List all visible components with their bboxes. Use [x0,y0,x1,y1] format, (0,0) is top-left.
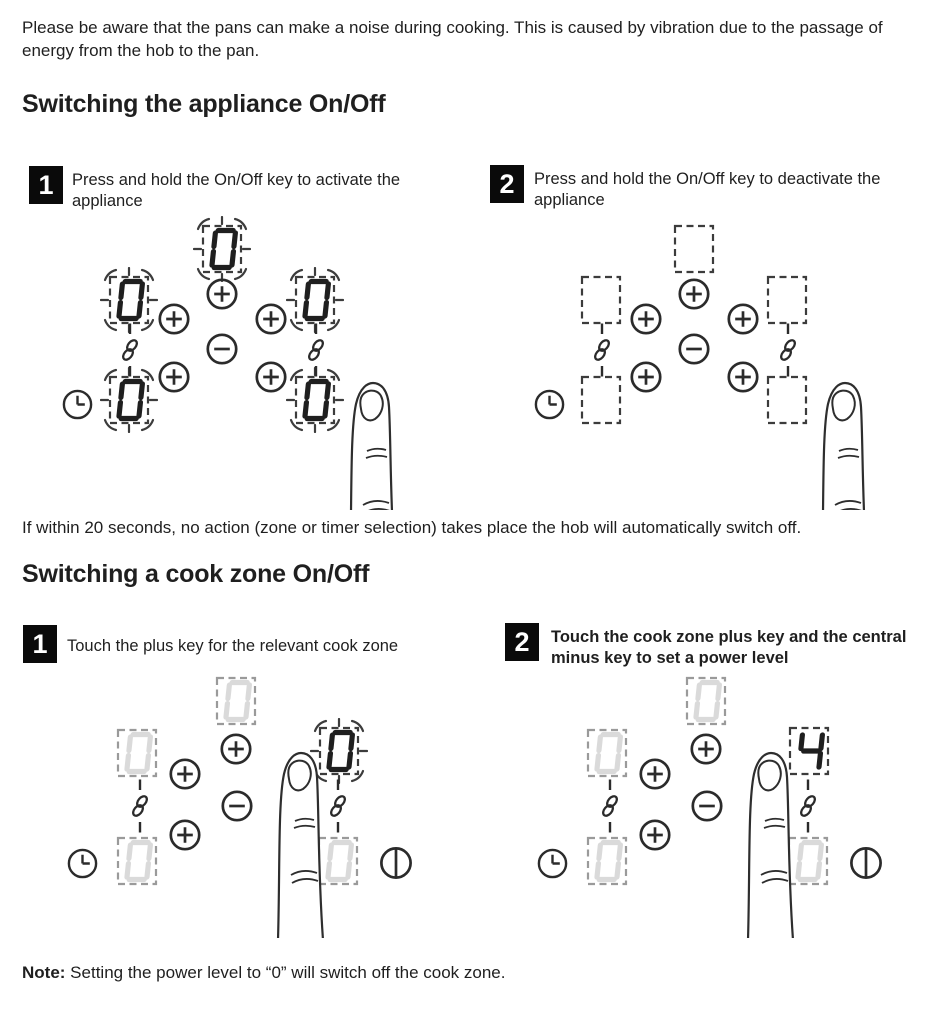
clock-icon [66,847,99,885]
plus-key-icon [168,757,202,796]
plus-key-icon [638,818,672,857]
link-zones-icon [777,323,799,382]
step-badge-2: 2 [490,165,524,203]
plus-key-icon [254,360,288,399]
step-caption-activate: Press and hold the On/Off key to activate the appliance [72,171,401,211]
clock-icon [61,388,94,426]
intro-paragraph: Please be aware that the pans can make a noise during cooking. This is caused by vibration due to the passage of energy from the hob to the pan. [22,18,883,61]
on-off-key-icon [378,845,414,886]
link-zones-icon [599,779,621,838]
section1-title: Switching the appliance On/Off [22,90,386,118]
link-zones-icon [591,323,613,382]
timeout-note: If within 20 seconds, no action (zone or timer selection) takes place the hob will automatically switch off. [22,518,802,537]
zone-display-lower-left [108,828,166,899]
hob-panel-diagram-zone-select [20,670,440,938]
link-zones-icon [119,323,141,382]
minus-key-icon [690,789,724,828]
zone-display-top-center [207,670,265,739]
hob-panel-diagram-deactivate [492,216,912,510]
link-zones-icon [305,323,327,382]
plus-key-icon [157,360,191,399]
step-caption-deactivate: Press and hold the On/Off key to deactivate the appliance [534,170,881,210]
on-off-key-icon [848,845,884,886]
finger-press-icon [342,380,399,510]
clock-icon [536,847,569,885]
step-badge-2: 2 [505,623,539,661]
plus-key-icon [254,302,288,341]
plus-key-icon [629,302,663,341]
hob-panel-diagram-activate [20,216,440,510]
step-badge-1: 1 [23,625,57,663]
plus-key-icon [726,360,760,399]
minus-key-icon [220,789,254,828]
hob-panel-diagram-power-level [490,670,910,938]
finger-press-icon [740,750,797,938]
clock-icon [533,388,566,426]
plus-key-icon [157,302,191,341]
step-caption-zone-plus: Touch the plus key for the relevant cook zone [67,637,399,655]
link-zones-icon [797,779,819,838]
finger-press-icon [270,750,327,938]
zone-display-lower-left [578,828,636,899]
section2-title: Switching a cook zone On/Off [22,560,370,588]
footnote-text: Setting the power level to “0” will switch off the cook zone. [65,963,506,982]
link-zones-icon [327,779,349,838]
footnote-label: Note: [22,963,66,982]
zone-display-top-center [677,670,735,739]
minus-key-icon [205,332,239,371]
link-zones-icon [129,779,151,838]
plus-key-icon [726,302,760,341]
plus-key-icon [629,360,663,399]
finger-press-icon [814,380,871,510]
plus-key-icon [205,277,239,316]
minus-key-icon [677,332,711,371]
plus-key-icon [219,732,253,771]
plus-key-icon [689,732,723,771]
plus-key-icon [638,757,672,796]
step-badge-1: 1 [29,166,63,204]
plus-key-icon [168,818,202,857]
plus-key-icon [677,277,711,316]
step-caption-power-level: Touch the cook zone plus key and the central minus key to set a power level [551,628,907,668]
footnote [22,961,505,984]
